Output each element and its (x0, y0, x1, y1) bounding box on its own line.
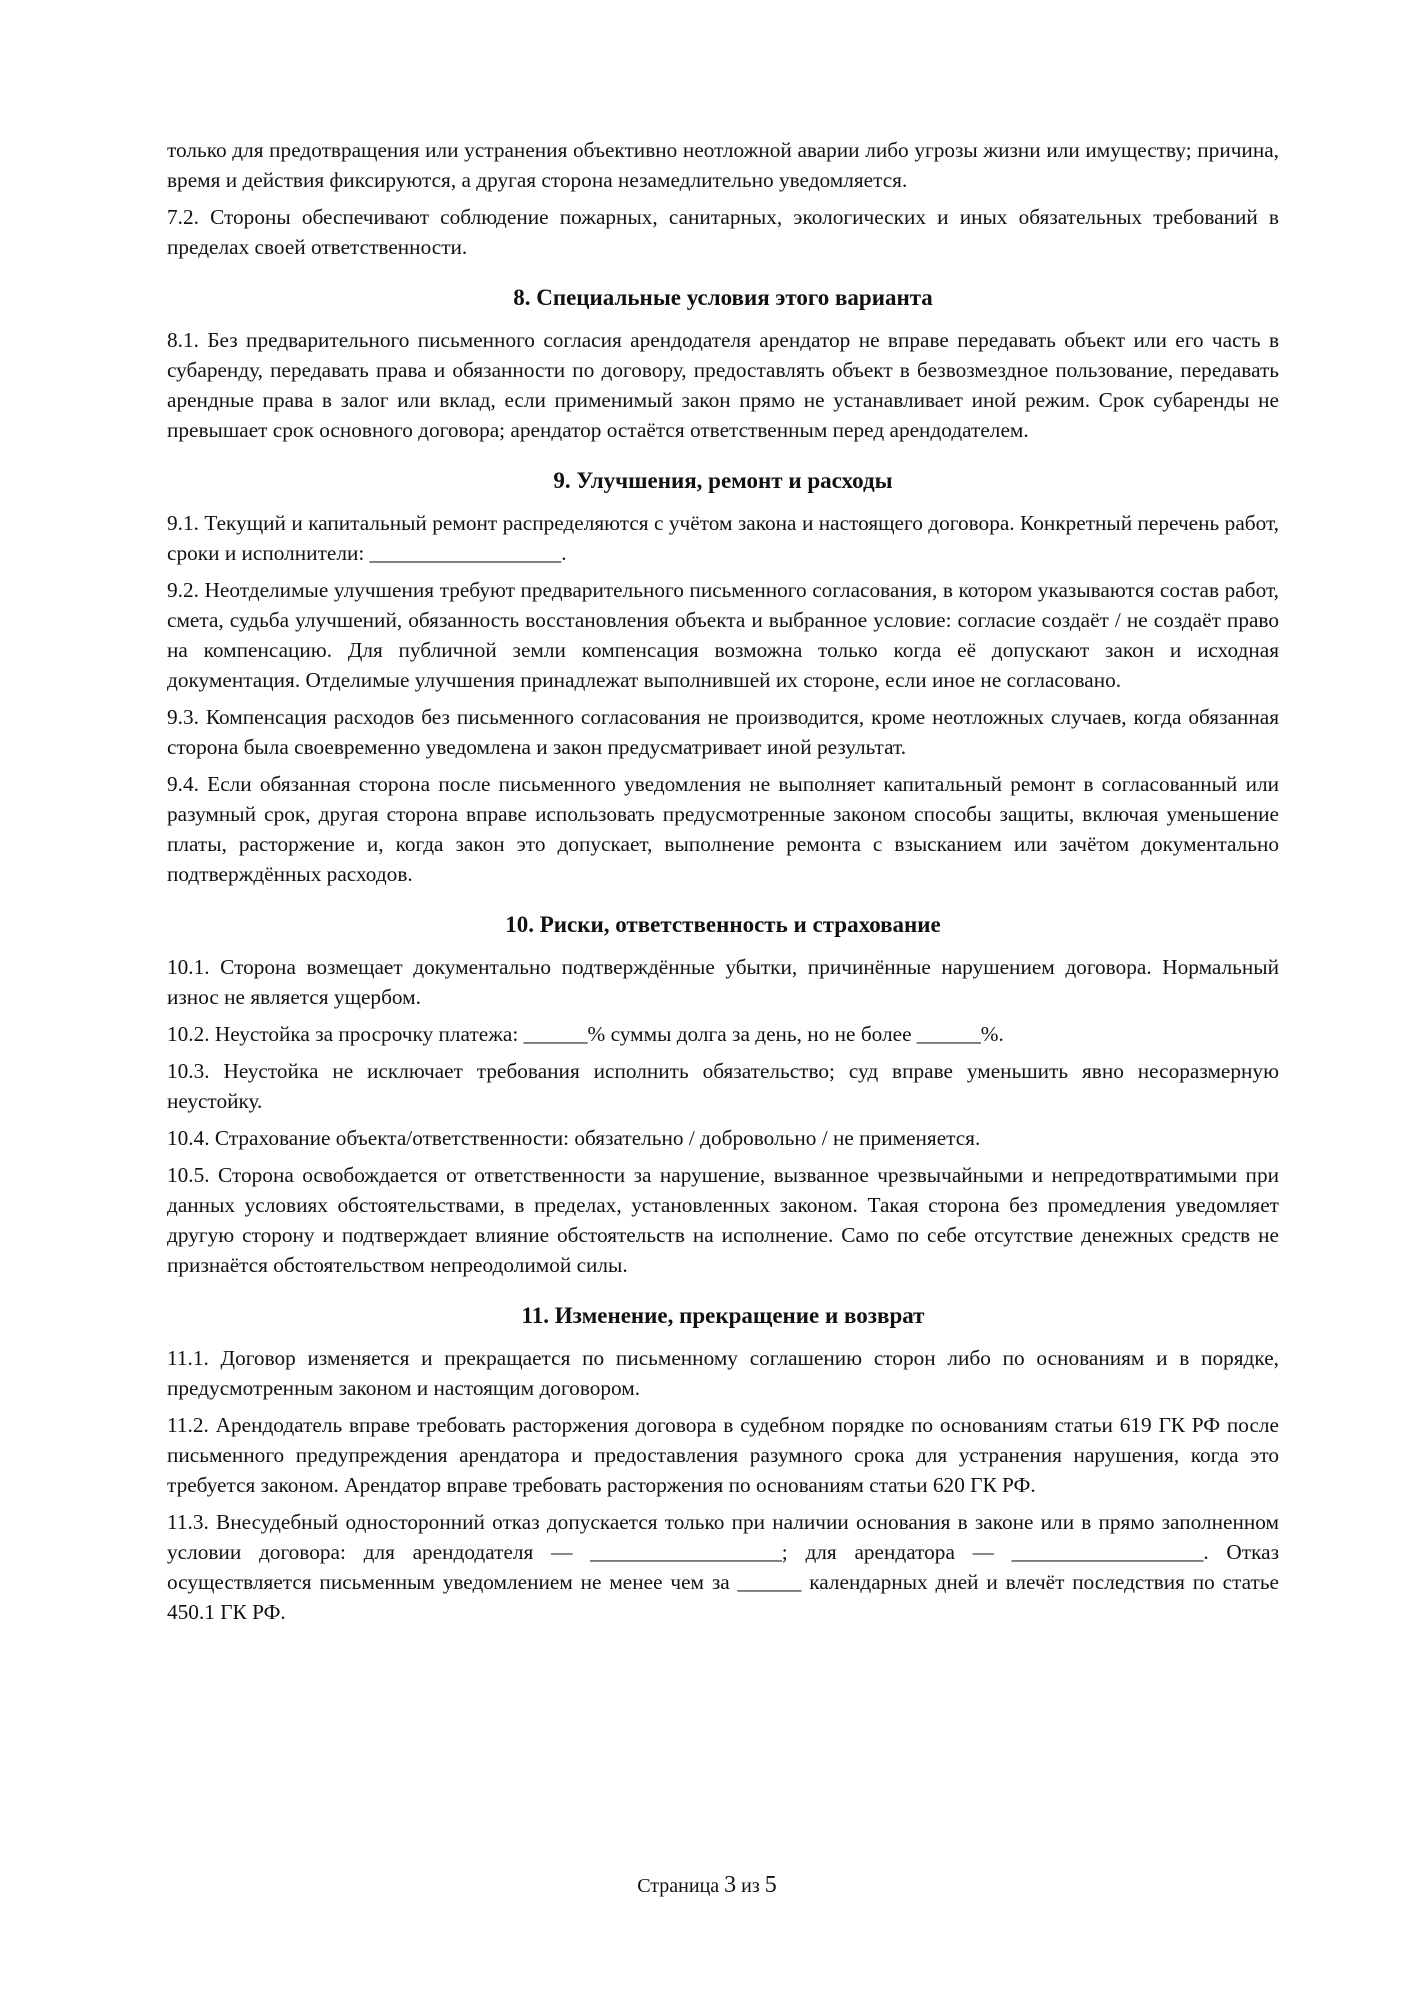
paragraph-11-3: 11.3. Внесудебный односторонний отказ допускается только при наличии основания в законе или в прямо заполненном условии договора: для арендодателя — __________________; для арендатора — __________________. Отказ осуществляется письменным уведомлением не менее чем за ______ календарных дней и влечёт последствия по статье 450.1 ГК РФ. (167, 1510, 1279, 1624)
paragraph-9-4: 9.4. Если обязанная сторона после письменного уведомления не выполняет капитальный ремонт в согласованный или разумный срок, другая сторона вправе использовать предусмотренные законом способы защиты, включая уменьшение платы, расторжение и, когда закон это допускает, выполнение ремонта с взысканием или зачётом документально подтверждённых расходов. (167, 772, 1279, 886)
paragraph-10-1: 10.1. Сторона возмещает документально подтверждённые убытки, причинённые нарушением договора. Нормальный износ не является ущербом. (167, 955, 1279, 1009)
section-11-heading: 11. Изменение, прекращение и возврат (521, 1303, 925, 1328)
section-9-heading: 9. Улучшения, ремонт и расходы (553, 468, 893, 493)
page-of-label: из (741, 1875, 760, 1897)
paragraph-9-1: 9.1. Текущий и капитальный ремонт распределяются с учётом закона и настоящего договора. Конкретный перечень работ, сроки и исполнители: __________________. (167, 511, 1279, 565)
total-pages-number: 5 (764, 1872, 777, 1898)
paragraph-10-3: 10.3. Неустойка не исключает требования исполнить обязательство; суд вправе уменьшить явно несоразмерную неустойку. (167, 1059, 1279, 1113)
section-10-heading: 10. Риски, ответственность и страхование (505, 912, 941, 937)
paragraph-9-2: 9.2. Неотделимые улучшения требуют предварительного письменного согласования, в котором указываются состав работ, смета, судьба улучшений, обязанность восстановления объекта и выбранное условие: согласие создаёт / не создаёт право на компенсацию. Для публичной земли компенсация возможна только когда её допускают закон и исходная документация. Отделимые улучшения принадлежат выполнившей их стороне, если иное не согласовано. (167, 578, 1279, 692)
paragraph-7-2: 7.2. Стороны обеспечивают соблюдение пожарных, санитарных, экологических и иных обязательных требований в пределах своей ответственности. (167, 205, 1279, 259)
page-footer (0, 1872, 1414, 1899)
section-8-heading: 8. Специальные условия этого варианта (513, 285, 933, 310)
page-label: Страница (637, 1875, 720, 1897)
paragraph-11-1: 11.1. Договор изменяется и прекращается по письменному соглашению сторон либо по основаниям и в порядке, предусмотренным законом и настоящим договором. (167, 1346, 1279, 1400)
paragraph-10-4: 10.4. Страхование объекта/ответственности: обязательно / добровольно / не применяется. (167, 1126, 981, 1150)
paragraph-8-1: 8.1. Без предварительного письменного согласия арендодателя арендатор не вправе передавать объект или его часть в субаренду, передавать права и обязанности по договору, предоставлять объект в безвозмездное пользование, передавать арендные права в залог или вклад, если применимый закон прямо не устанавливает иной режим. Срок субаренды не превышает срок основного договора; арендатор остаётся ответственным перед арендодателем. (167, 328, 1279, 442)
paragraph-7-1-continuation: только для предотвращения или устранения объективно неотложной аварии либо угрозы жизни или имуществу; причина, время и действия фиксируются, а другая сторона незамедлительно уведомляется. (167, 138, 1279, 192)
current-page-number: 3 (724, 1872, 737, 1898)
paragraph-9-3: 9.3. Компенсация расходов без письменного согласования не производится, кроме неотложных случаев, когда обязанная сторона была своевременно уведомлена и закон предусматривает иной результат. (167, 705, 1279, 759)
paragraph-10-2: 10.2. Неустойка за просрочку платежа: ______% суммы долга за день, но не более ______%. (167, 1022, 1004, 1046)
paragraph-11-2: 11.2. Арендодатель вправе требовать расторжения договора в судебном порядке по основаниям статьи 619 ГК РФ после письменного предупреждения арендатора и предоставления разумного срока для устранения нарушения, когда это требуется законом. Арендатор вправе требовать расторжения по основаниям статьи 620 ГК РФ. (167, 1413, 1279, 1497)
paragraph-10-5: 10.5. Сторона освобождается от ответственности за нарушение, вызванное чрезвычайными и непредотвратимыми при данных условиях обстоятельствами, в пределах, установленных законом. Такая сторона без промедления уведомляет другую сторону и подтверждает влияние обстоятельств на исполнение. Само по себе отсутствие денежных средств не признаётся обстоятельством непреодолимой силы. (167, 1163, 1279, 1277)
document-page (167, 135, 1279, 1634)
